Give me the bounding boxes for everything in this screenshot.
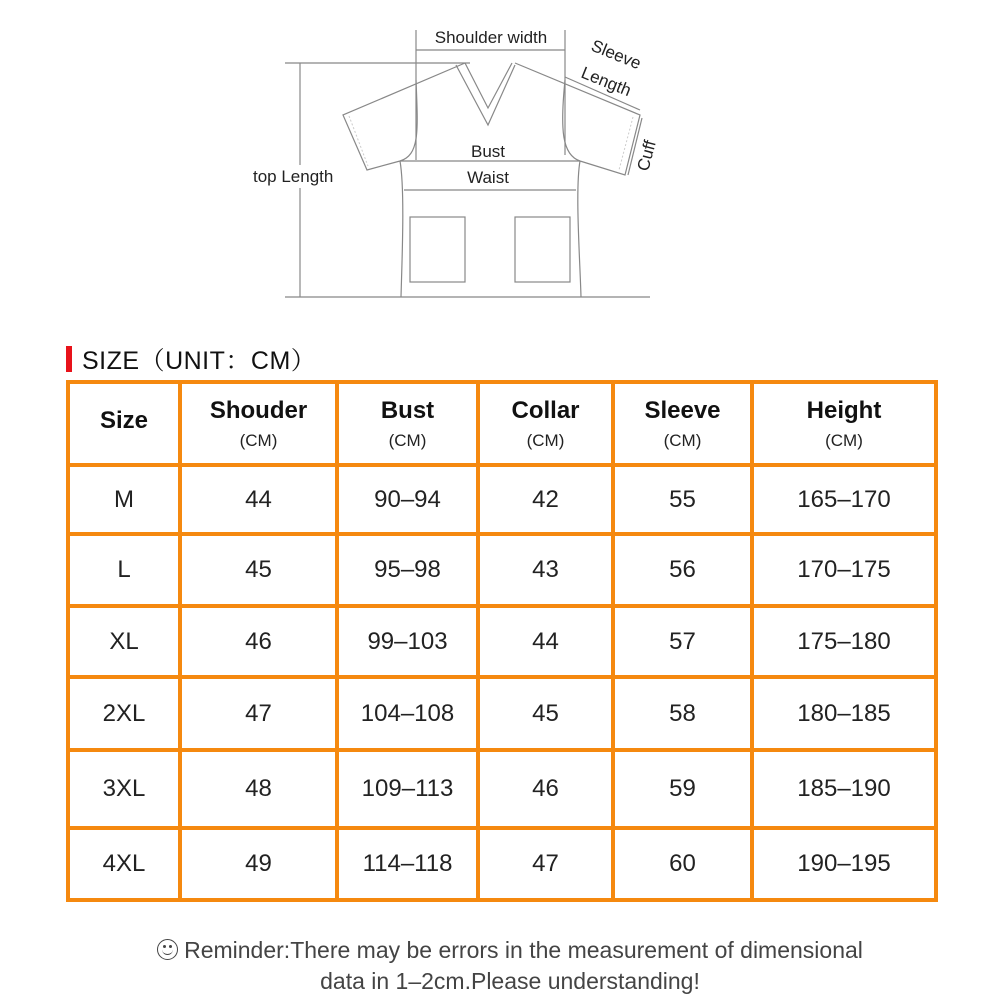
table-row [68,606,936,677]
reminder-note [100,935,920,997]
cell-shoulder: 44 [180,465,337,534]
label-shoulder-width: Shoulder width [434,28,548,47]
table-row [68,534,936,606]
cell-size: 2XL [68,677,180,750]
label-bust: Bust [470,142,506,161]
reminder-line-1: Reminder:There may be errors in the measurement of dimensional [184,937,863,963]
cell-bust: 99–103 [337,606,478,677]
cell-shoulder: 48 [180,750,337,828]
cell-size: M [68,465,180,534]
section-title: SIZE（UNIT：CM） [82,347,317,375]
header-collar: Collar (CM) [478,382,613,465]
cell-collar: 44 [478,606,613,677]
label-cuff: Cuff [633,138,660,174]
cell-sleeve: 58 [613,677,752,750]
cell-collar: 45 [478,677,613,750]
garment-measurement-diagram [250,20,670,310]
cell-collar: 43 [478,534,613,606]
label-length: Length [578,63,634,101]
cell-shoulder: 47 [180,677,337,750]
cell-bust: 90–94 [337,465,478,534]
header-size: Size [68,382,180,465]
cell-height: 170–175 [752,534,936,606]
cell-height: 175–180 [752,606,936,677]
reminder-line-2: data in 1–2cm.Please understanding! [320,968,700,994]
cell-sleeve: 59 [613,750,752,828]
cell-sleeve: 60 [613,828,752,900]
label-top-length: top Length [253,167,334,186]
table-header-row [68,382,936,465]
cell-height: 180–185 [752,677,936,750]
label-waist: Waist [467,168,509,187]
section-heading [66,343,316,375]
cell-size: 3XL [68,750,180,828]
cell-sleeve: 56 [613,534,752,606]
table-row [68,677,936,750]
cell-bust: 95–98 [337,534,478,606]
cell-size: 4XL [68,828,180,900]
cell-sleeve: 55 [613,465,752,534]
table-row [68,750,936,828]
cell-shoulder: 45 [180,534,337,606]
header-shoulder: Shouder (CM) [180,382,337,465]
cell-shoulder: 49 [180,828,337,900]
cell-height: 165–170 [752,465,936,534]
cell-height: 190–195 [752,828,936,900]
scrub-top-outline-icon [250,20,670,310]
cell-bust: 114–118 [337,828,478,900]
cell-height: 185–190 [752,750,936,828]
cell-size: XL [68,606,180,677]
cell-collar: 42 [478,465,613,534]
size-chart-table [66,380,938,902]
header-height: Height (CM) [752,382,936,465]
cell-size: L [68,534,180,606]
header-sleeve: Sleeve (CM) [613,382,752,465]
cell-bust: 109–113 [337,750,478,828]
cell-bust: 104–108 [337,677,478,750]
cell-collar: 46 [478,750,613,828]
cell-collar: 47 [478,828,613,900]
table-row [68,828,936,900]
cell-sleeve: 57 [613,606,752,677]
header-bust: Bust (CM) [337,382,478,465]
cell-shoulder: 46 [180,606,337,677]
accent-bar [66,346,72,372]
table-row [68,465,936,534]
label-sleeve: Sleeve [588,36,644,74]
smiley-icon [157,939,178,960]
